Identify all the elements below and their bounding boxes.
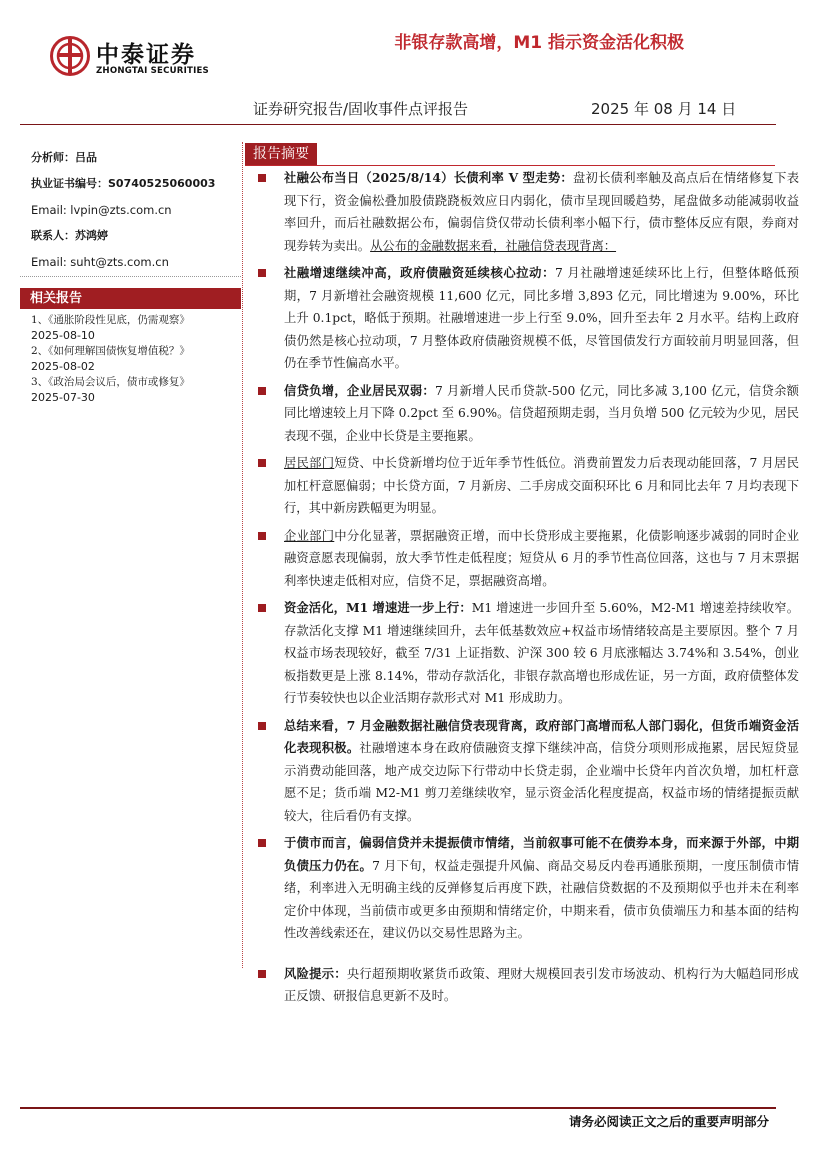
- cert-number: S0740525060003: [108, 177, 216, 190]
- cert-row: [31, 176, 241, 202]
- contact-label: 联系人：: [31, 229, 75, 242]
- analyst-email[interactable]: lvpin@zts.com.cn: [70, 203, 172, 217]
- analyst-row: [31, 150, 241, 176]
- related-report-date: 2025-08-02: [31, 360, 95, 373]
- report-date: 2025 年 08 月 14 日: [591, 100, 737, 118]
- related-reports-title: 相关报告: [30, 291, 83, 306]
- summary-paragraph: [258, 452, 799, 520]
- header-divider: [20, 124, 776, 125]
- email-row: [31, 202, 241, 228]
- company-name-en: ZHONGTAI SECURITIES: [96, 66, 209, 76]
- contact-name: 苏鸿婷: [75, 229, 108, 242]
- bullet-square-icon: [258, 269, 266, 277]
- bullet-square-icon: [258, 839, 266, 847]
- zhongtai-logo-icon: [50, 36, 90, 76]
- summary-paragraph: [258, 832, 799, 945]
- company-name-cn: 中泰证券: [96, 42, 196, 68]
- sidebar-divider: [20, 276, 241, 277]
- related-report-title[interactable]: 1、《通胀阶段性见底，仍需观察》: [31, 314, 190, 326]
- bullet-square-icon: [258, 604, 266, 612]
- bullet-square-icon: [258, 532, 266, 540]
- contact-email[interactable]: suht@zts.com.cn: [70, 255, 169, 269]
- email-label: Email:: [31, 255, 67, 269]
- paragraph-underlined: 从公布的金融数据来看，社融信贷表现背离：: [370, 238, 617, 253]
- paragraph-text: 短贷、中长贷新增均位于近年季节性低位。消费前置发力后表现动能回落，7 月居民加杠杆意愿偏弱；中长贷方面，7 月新房、二手房成交面积环比 6 月和同比去年 7 月均表现下行，其中新房跌幅更为明显。: [284, 456, 799, 515]
- bullet-square-icon: [258, 970, 266, 978]
- cert-label: 执业证书编号：: [31, 177, 108, 190]
- related-report-date: 2025-08-10: [31, 329, 95, 342]
- paragraph-text: 7 月社融增速延续环比上行，但整体略低预期，7 月新增社会融资规模 11,600 亿元，同比多增 3,893 亿元，同比增速为 9.00%，环比上升 0.1pct，略低于预期。社融增速进一步上行至 9.0%，回升至去年 2 月水平。结构上政府债仍然是核心拉动项，7 月整体政府债融资规模不低，尽管国债发行方面较前月明显回落，但仍在季节性偏高水平。: [284, 266, 799, 370]
- related-reports-list: [31, 313, 241, 406]
- summary-paragraph: [258, 380, 799, 448]
- risk-warning-paragraph: [258, 963, 799, 1008]
- summary-paragraph: [258, 715, 799, 828]
- column-divider: [242, 142, 243, 968]
- analyst-name: 吕品: [75, 151, 97, 164]
- analyst-label: 分析师：: [31, 151, 75, 164]
- paragraph-lead: 资金活化，M1 增速进一步上行：: [284, 600, 472, 615]
- bullet-square-icon: [258, 387, 266, 395]
- email-label: Email:: [31, 203, 67, 217]
- summary-body: [258, 167, 799, 1013]
- analyst-info: [31, 150, 241, 280]
- bullet-square-icon: [258, 174, 266, 182]
- disclaimer-notice: 请务必阅读正文之后的重要声明部分: [568, 1114, 769, 1129]
- paragraph-text: 盘初长债利率触及高点后在情绪修复下表现下行，资金偏松叠加股债跷跷板效应日内弱化，债市呈现回暖趋势，尾盘做多动能减弱收益率回升，而后社融数据公布，偏弱信贷仅带动长债利率小幅下行，债市整体反应有限，券商对现券转为卖出。: [284, 171, 799, 253]
- bullet-square-icon: [258, 459, 266, 467]
- paragraph-lead: 于债市而言，偏弱信贷并未提振债市情绪，当前叙事可能不在债券本身，而来源于外部，中期负债压力仍在。: [284, 835, 799, 873]
- bullet-square-icon: [258, 722, 266, 730]
- related-report-title[interactable]: 2、《如何理解国债恢复增值税？》: [31, 345, 190, 357]
- related-reports-header: [20, 288, 241, 309]
- paragraph-lead: 社融增速继续冲高，政府债融资延续核心拉动：: [284, 265, 555, 280]
- summary-header: [245, 143, 775, 166]
- footer-divider: [20, 1107, 776, 1109]
- summary-paragraph: [258, 262, 799, 375]
- paragraph-text: 7 月新增人民币贷款-500 亿元，同比多减 3,100 亿元，信贷余额同比增速较上月下降 0.2pct 至 6.90%。信贷超预期走弱，当月负增 500 亿元较为少见，居民表现不强，企业中长贷是主要拖累。: [284, 383, 799, 443]
- contact-row: [31, 228, 241, 254]
- summary-paragraph: [258, 167, 799, 257]
- paragraph-text: 7 月下旬，权益走强提升风偏、商品交易反内卷再通胀预期，一度压制债市情绪，利率进入无明确主线的反弹修复后再度下跌，社融信贷数据的不及预期似乎也并未在利率定价中体现，当前债市或更多由预期和情绪定价，中期来看，债市负债端压力和基本面的结构性改善线索还在，建议仍以交易性思路为主。: [284, 858, 799, 940]
- paragraph-underlined: 企业部门: [284, 528, 335, 543]
- paragraph-lead: 总结来看，7 月金融数据社融信贷表现背离，政府部门高增而私人部门弱化，但货币端资金活化表现积极。: [284, 717, 799, 755]
- paragraph-text: 央行超预期收紧货币政策、理财大规模回表引发市场波动、机构行为大幅趋同形成正反馈、研报信息更新不及时。: [284, 966, 799, 1003]
- paragraph-underlined: 居民部门: [284, 456, 335, 470]
- summary-title: 报告摘要: [245, 143, 317, 165]
- report-type: 证券研究报告/固收事件点评报告: [253, 100, 469, 118]
- related-report-title[interactable]: 3、《政治局会议后，债市或修复》: [31, 376, 190, 388]
- paragraph-text: 中分化显著，票据融资正增，而中长贷形成主要拖累，化债影响逐步减弱的同时企业融资意愿表现偏弱，放大季节性走低程度；短贷从 6 月的季节性高位回落，这也与 7 月末票据利率快速走低相对应，信贷不足，票据融资高增。: [284, 528, 799, 588]
- related-report-date: 2025-07-30: [31, 391, 95, 404]
- paragraph-lead: 风险提示：: [284, 965, 347, 981]
- paragraph-text: M1 增速进一步回升至 5.60%，M2-M1 增速差持续收窄。存款活化支撑 M1 增速继续回升，去年低基数效应+权益市场情绪较高是主要原因。整个 7 月权益市场表现较好，截至 7/31 上证指数、沪深 300 较 6 月底涨幅达 3.74%和 3.54%，创业板指数更是上涨 8.14%，带动存款活化，非银存款高增也形成佐证，另一方面，政府债整体发行节奏较快也以企业活期存款形式对 M1 形成助力。: [284, 601, 799, 705]
- paragraph-lead: 信贷负增，企业居民双弱：: [284, 382, 435, 398]
- paragraph-text: 社融增速本身在政府债融资支撑下继续冲高，信贷分项则形成拖累，居民短贷显示消费动能回落，地产成交边际下行带动中长贷走弱，企业端中长贷年内首次负增，加杠杆意愿不足；货币端 M2-M1 剪刀差继续收窄，显示资金活化程度提高，权益市场的情绪提振贡献较大，往后看仍有支撑。: [284, 741, 799, 823]
- paragraph-lead: 社融公布当日（2025/8/14）长债利率 V 型走势：: [284, 170, 573, 185]
- company-logo: [50, 36, 220, 82]
- summary-paragraph: [258, 597, 799, 710]
- summary-paragraph: [258, 525, 799, 593]
- report-title: 非银存款高增，M1 指示资金活化积极: [394, 33, 684, 53]
